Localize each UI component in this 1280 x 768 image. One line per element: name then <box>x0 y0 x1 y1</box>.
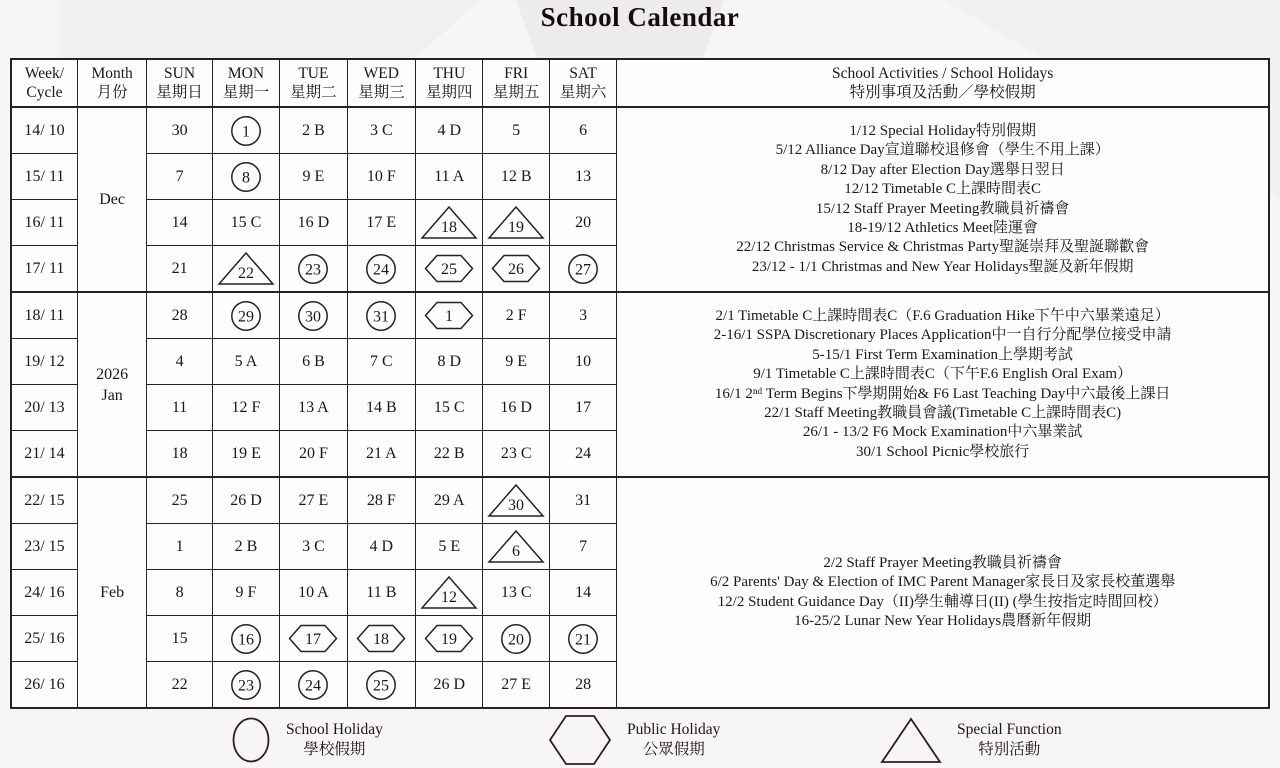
svg-text:29: 29 <box>237 308 254 325</box>
day-cell <box>212 246 279 293</box>
week-cycle-cell: 19/ 12 <box>11 339 77 385</box>
public-holiday-hexagon-icon <box>288 624 338 653</box>
activities-cell <box>617 107 1269 292</box>
day-cell: 19 E <box>212 431 279 478</box>
day-cell: 23 C <box>483 431 549 478</box>
day-cell: 21 <box>147 246 212 293</box>
calendar-row <box>11 292 1269 339</box>
school-holiday-circle-icon <box>230 115 262 147</box>
day-cell: 14 <box>147 200 212 246</box>
day-cell: 1 <box>147 524 212 570</box>
day-cell: 20 <box>549 200 616 246</box>
school-holiday-circle-icon <box>297 669 329 701</box>
day-cell: 11 <box>147 385 212 431</box>
activity-line: 30/1 School Picnic學校旅行 <box>855 443 1030 460</box>
page-title: School Calendar <box>540 2 740 32</box>
day-cell: 24 <box>549 431 616 478</box>
day-cell: 16 D <box>483 385 549 431</box>
legend-item-special-function <box>880 714 1062 766</box>
day-cell: 5 E <box>416 524 483 570</box>
school-holiday-circle-icon <box>230 669 262 701</box>
header-day-thu: THU 星期四 <box>416 59 483 107</box>
svg-text:30: 30 <box>305 308 322 325</box>
day-cell <box>347 246 415 293</box>
day-cell: 13 <box>549 154 616 200</box>
school-holiday-circle-icon <box>231 716 271 764</box>
header-day-fri: FRI 星期五 <box>483 59 549 107</box>
public-holiday-hexagon-icon <box>424 624 474 653</box>
header-month: Month 月份 <box>77 59 146 107</box>
day-cell: 30 <box>147 107 212 154</box>
day-cell <box>416 200 483 246</box>
day-cell <box>549 246 616 293</box>
day-cell: 4 <box>147 339 212 385</box>
month-cell: Feb <box>77 477 146 708</box>
school-holiday-circle-icon <box>365 669 397 701</box>
activities-cell <box>617 477 1269 708</box>
day-cell: 21 A <box>347 431 415 478</box>
svg-text:17: 17 <box>305 631 322 648</box>
special-function-triangle-icon <box>487 205 545 240</box>
header-day-mon: MON 星期一 <box>212 59 279 107</box>
day-cell: 7 C <box>347 339 415 385</box>
svg-text:1: 1 <box>241 123 250 140</box>
day-cell: 9 E <box>280 154 347 200</box>
day-cell: 5 <box>483 107 549 154</box>
day-cell <box>483 477 549 524</box>
day-cell <box>416 616 483 662</box>
day-cell <box>416 246 483 293</box>
activity-line: 15/12 Staff Prayer Meeting教職員祈禱會 <box>815 200 1070 217</box>
week-cycle-cell: 17/ 11 <box>11 246 77 293</box>
day-cell: 9 E <box>483 339 549 385</box>
day-cell: 10 F <box>347 154 415 200</box>
legend-label: Public Holiday 公眾假期 <box>627 721 721 758</box>
day-cell: 6 B <box>280 339 347 385</box>
activity-line: 1/12 Special Holiday特別假期 <box>849 122 1036 139</box>
activity-line: 2/1 Timetable C上課時間表C（F.6 Graduation Hike下午中六畢業遠足） <box>715 307 1170 324</box>
svg-text:23: 23 <box>237 677 254 694</box>
day-cell: 20 F <box>280 431 347 478</box>
day-cell: 8 D <box>416 339 483 385</box>
day-cell: 9 F <box>212 570 279 616</box>
day-cell: 15 <box>147 616 212 662</box>
day-cell <box>483 524 549 570</box>
day-cell: 3 <box>549 292 616 339</box>
activity-line: 18-19/12 Athletics Meet陸運會 <box>847 219 1039 236</box>
day-cell: 28 <box>549 662 616 709</box>
svg-text:16: 16 <box>237 631 254 648</box>
day-cell: 2 F <box>483 292 549 339</box>
day-cell <box>280 616 347 662</box>
day-cell: 3 C <box>280 524 347 570</box>
week-cycle-cell: 24/ 16 <box>11 570 77 616</box>
special-function-triangle-icon <box>420 575 478 610</box>
day-cell: 8 <box>147 570 212 616</box>
activity-line: 5-15/1 First Term Examination上學期考試 <box>812 346 1074 363</box>
header-day-wed: WED 星期三 <box>347 59 415 107</box>
svg-text:6: 6 <box>512 543 521 560</box>
special-function-triangle-icon <box>880 717 942 764</box>
day-cell: 17 E <box>347 200 415 246</box>
school-holiday-circle-icon <box>365 253 397 285</box>
day-cell: 26 D <box>416 662 483 709</box>
day-cell <box>212 154 279 200</box>
header-row <box>11 59 1269 107</box>
day-cell: 5 A <box>212 339 279 385</box>
svg-text:26: 26 <box>508 261 525 278</box>
day-cell: 15 C <box>416 385 483 431</box>
activity-line: 22/12 Christmas Service & Christmas Party聖誕崇拜及聖誕聯歡會 <box>736 239 1150 256</box>
svg-text:19: 19 <box>441 631 458 648</box>
day-cell: 27 E <box>483 662 549 709</box>
day-cell: 3 C <box>347 107 415 154</box>
day-cell: 28 F <box>347 477 415 524</box>
header-activities: School Activities / School Holidays 特別事項及活動／學校假期 <box>617 59 1269 107</box>
day-cell: 12 F <box>212 385 279 431</box>
day-cell <box>212 107 279 154</box>
activities-cell <box>617 292 1269 477</box>
svg-text:22: 22 <box>237 265 254 282</box>
day-cell <box>483 616 549 662</box>
svg-text:18: 18 <box>373 631 390 648</box>
calendar-row <box>11 107 1269 154</box>
svg-text:20: 20 <box>508 631 525 648</box>
day-cell: 10 <box>549 339 616 385</box>
day-cell: 7 <box>549 524 616 570</box>
public-holiday-hexagon-icon <box>424 301 474 330</box>
legend-item-school-holiday <box>231 714 383 766</box>
month-cell: 2026 Jan <box>77 292 146 477</box>
day-cell: 13 A <box>280 385 347 431</box>
svg-text:27: 27 <box>575 261 592 278</box>
day-cell: 12 B <box>483 154 549 200</box>
svg-text:24: 24 <box>305 677 322 694</box>
day-cell: 2 B <box>280 107 347 154</box>
day-cell <box>280 292 347 339</box>
day-cell <box>416 570 483 616</box>
special-function-triangle-icon <box>487 529 545 564</box>
activity-line: 16/1 2ⁿᵈ Term Begins下學期開始& F6 Last Teaching Day中六最後上課日 <box>714 385 1171 402</box>
activity-line: 22/1 Staff Meeting教職員會議(Timetable C上課時間表C) <box>764 404 1122 421</box>
activity-line: 23/12 - 1/1 Christmas and New Year Holidays聖誕及新年假期 <box>751 258 1134 275</box>
public-holiday-hexagon-icon <box>548 714 612 766</box>
svg-text:21: 21 <box>575 631 592 648</box>
day-cell <box>483 200 549 246</box>
svg-text:24: 24 <box>373 261 390 278</box>
day-cell: 2 B <box>212 524 279 570</box>
header-week-cycle: Week/ Cycle <box>11 59 77 107</box>
school-calendar-table <box>10 58 1270 709</box>
svg-text:18: 18 <box>441 219 458 236</box>
school-holiday-circle-icon <box>230 623 262 655</box>
day-cell: 17 <box>549 385 616 431</box>
activity-line: 2-16/1 SSPA Discretionary Places Application中一自行分配學位接受申請 <box>713 327 1172 344</box>
activity-line: 9/1 Timetable C上課時間表C（下午F.6 English Oral Exam） <box>753 366 1133 383</box>
day-cell <box>212 292 279 339</box>
svg-text:31: 31 <box>373 308 390 325</box>
public-holiday-hexagon-icon <box>424 254 474 283</box>
day-cell: 10 A <box>280 570 347 616</box>
week-cycle-cell: 16/ 11 <box>11 200 77 246</box>
week-cycle-cell: 20/ 13 <box>11 385 77 431</box>
week-cycle-cell: 14/ 10 <box>11 107 77 154</box>
day-cell: 22 <box>147 662 212 709</box>
svg-text:30: 30 <box>508 497 525 514</box>
day-cell: 4 D <box>347 524 415 570</box>
day-cell: 13 C <box>483 570 549 616</box>
day-cell <box>347 292 415 339</box>
day-cell: 29 A <box>416 477 483 524</box>
activity-line: 16-25/2 Lunar New Year Holidays農曆新年假期 <box>794 612 1092 629</box>
legend-item-public-holiday <box>548 714 720 766</box>
public-holiday-hexagon-icon <box>491 254 541 283</box>
svg-text:25: 25 <box>441 261 458 278</box>
day-cell <box>347 616 415 662</box>
activity-line: 2/2 Staff Prayer Meeting教職員祈禱會 <box>823 554 1062 571</box>
header-day-sun: SUN 星期日 <box>147 59 212 107</box>
week-cycle-cell: 15/ 11 <box>11 154 77 200</box>
week-cycle-cell: 22/ 15 <box>11 477 77 524</box>
special-function-triangle-icon <box>217 251 275 286</box>
week-cycle-cell: 18/ 11 <box>11 292 77 339</box>
activity-line: 12/12 Timetable C上課時間表C <box>844 181 1041 198</box>
day-cell: 26 D <box>212 477 279 524</box>
header-day-tue: TUE 星期二 <box>280 59 347 107</box>
svg-text:25: 25 <box>373 677 390 694</box>
day-cell: 11 B <box>347 570 415 616</box>
day-cell <box>549 616 616 662</box>
activity-line: 5/12 Alliance Day宣道聯校退修會（學生不用上課） <box>775 142 1110 159</box>
svg-text:1: 1 <box>445 308 454 325</box>
special-function-triangle-icon <box>420 205 478 240</box>
day-cell: 15 C <box>212 200 279 246</box>
day-cell <box>416 292 483 339</box>
school-holiday-circle-icon <box>297 300 329 332</box>
day-cell: 18 <box>147 431 212 478</box>
svg-text:23: 23 <box>305 261 322 278</box>
public-holiday-hexagon-icon <box>356 624 406 653</box>
day-cell: 27 E <box>280 477 347 524</box>
special-function-triangle-icon <box>487 483 545 518</box>
day-cell <box>212 662 279 709</box>
school-holiday-circle-icon <box>230 300 262 332</box>
school-holiday-circle-icon <box>365 300 397 332</box>
day-cell: 31 <box>549 477 616 524</box>
week-cycle-cell: 23/ 15 <box>11 524 77 570</box>
activity-line: 26/1 - 13/2 F6 Mock Examination中六畢業試 <box>802 424 1083 441</box>
day-cell: 14 B <box>347 385 415 431</box>
day-cell <box>483 246 549 293</box>
legend-label: School Holiday 學校假期 <box>286 721 383 758</box>
svg-text:8: 8 <box>241 169 250 186</box>
school-holiday-circle-icon <box>297 253 329 285</box>
day-cell: 28 <box>147 292 212 339</box>
day-cell <box>280 662 347 709</box>
activity-line: 8/12 Day after Election Day選舉日翌日 <box>820 161 1065 178</box>
calendar-body <box>11 107 1269 708</box>
day-cell: 16 D <box>280 200 347 246</box>
day-cell: 11 A <box>416 154 483 200</box>
svg-text:19: 19 <box>508 219 525 236</box>
week-cycle-cell: 25/ 16 <box>11 616 77 662</box>
week-cycle-cell: 21/ 14 <box>11 431 77 478</box>
legend <box>0 714 1280 766</box>
school-holiday-circle-icon <box>567 623 599 655</box>
activity-line: 12/2 Student Guidance Day（II)學生輔導日(II) (學生按指定時間回校） <box>717 593 1168 610</box>
school-holiday-circle-icon <box>500 623 532 655</box>
header-day-sat: SAT 星期六 <box>549 59 616 107</box>
day-cell: 14 <box>549 570 616 616</box>
month-cell: Dec <box>77 107 146 292</box>
day-cell: 6 <box>549 107 616 154</box>
week-cycle-cell: 26/ 16 <box>11 662 77 709</box>
day-cell: 4 D <box>416 107 483 154</box>
svg-text:12: 12 <box>441 589 458 606</box>
day-cell <box>212 616 279 662</box>
school-holiday-circle-icon <box>567 253 599 285</box>
day-cell: 7 <box>147 154 212 200</box>
legend-label: Special Function 特別活動 <box>957 721 1062 758</box>
activity-line: 6/2 Parents' Day & Election of IMC Parent Manager家長日及家長校董選舉 <box>710 574 1176 591</box>
day-cell: 25 <box>147 477 212 524</box>
day-cell <box>280 246 347 293</box>
school-holiday-circle-icon <box>230 161 262 193</box>
day-cell: 22 B <box>416 431 483 478</box>
day-cell <box>347 662 415 709</box>
calendar-row <box>11 477 1269 524</box>
